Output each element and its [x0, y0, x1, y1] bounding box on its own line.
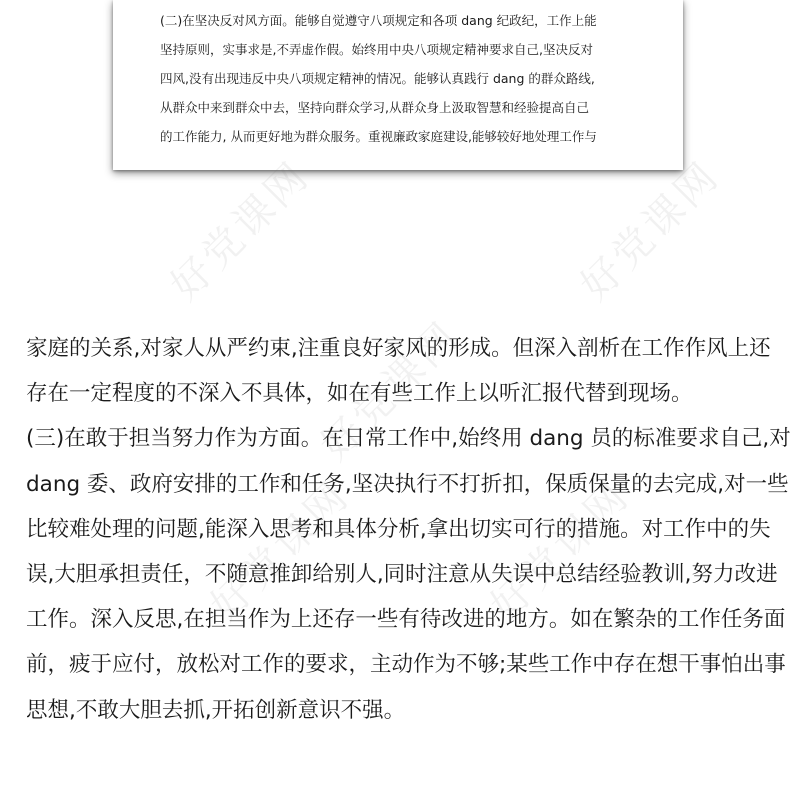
- card-line: 的工作能力, 从而更好地为群众服务。重视廉政家庭建设,能够较好地处理工作与: [160, 129, 597, 144]
- body-line: dang 委、政府安排的工作和任务,坚决执行不打折扣，保质保量的去完成,对一些: [26, 471, 789, 497]
- body-line: 比较难处理的问题,能深入思考和具体分析,拿出切实可行的措施。对工作中的失: [26, 516, 771, 542]
- body-line: 误,大胆承担责任，不随意推卸给别人,同时注意从失误中总结经验教训,努力改进: [26, 561, 778, 587]
- body-line: (三)在敢于担当努力作为方面。在日常工作中,始终用 dang 员的标准要求自己,对: [26, 426, 791, 452]
- watermark: 好党课网: [201, 472, 359, 630]
- body-line: 存在一定程度的不深入不具体，如在有些工作上以听汇报代替到现场。: [26, 381, 693, 407]
- watermark: 好党课网: [481, 472, 639, 630]
- document-preview-card: [113, 0, 683, 170]
- watermark: 好党课网: [571, 152, 729, 310]
- card-text-block: [160, 6, 655, 151]
- card-line: 四风,没有出现违反中央八项规定精神的情况。能够认真践行 dang 的群众路线,: [160, 71, 595, 86]
- body-line: 前，疲于应付，放松对工作的要求，主动作为不够;某些工作中存在想干事怕出事: [26, 652, 786, 678]
- watermark: 好党课网: [161, 152, 319, 310]
- body-line: 工作。深入反思,在担当作为上还存一些有待改进的地方。如在繁杂的工作任务面: [26, 607, 786, 633]
- card-line: 坚持原则，实事求是,不弄虚作假。始终用中央八项规定精神要求自己,坚决反对: [160, 42, 593, 57]
- card-line: (二)在坚决反对风方面。能够自觉遵守八项规定和各项 dang 纪政纪，工作上能: [160, 13, 597, 28]
- card-line: 从群众中来到群众中去，坚持向群众学习,从群众身上汲取智慧和经验提高自己: [160, 100, 589, 115]
- watermark: 好党课网: [311, 312, 469, 470]
- body-text-block: [26, 326, 791, 733]
- body-line: 家庭的关系,对家人从严约束,注重良好家风的形成。但深入剖析在工作作风上还: [26, 336, 771, 361]
- body-line: 思想,不敢大胆去抓,开拓创新意识不强。: [26, 697, 406, 723]
